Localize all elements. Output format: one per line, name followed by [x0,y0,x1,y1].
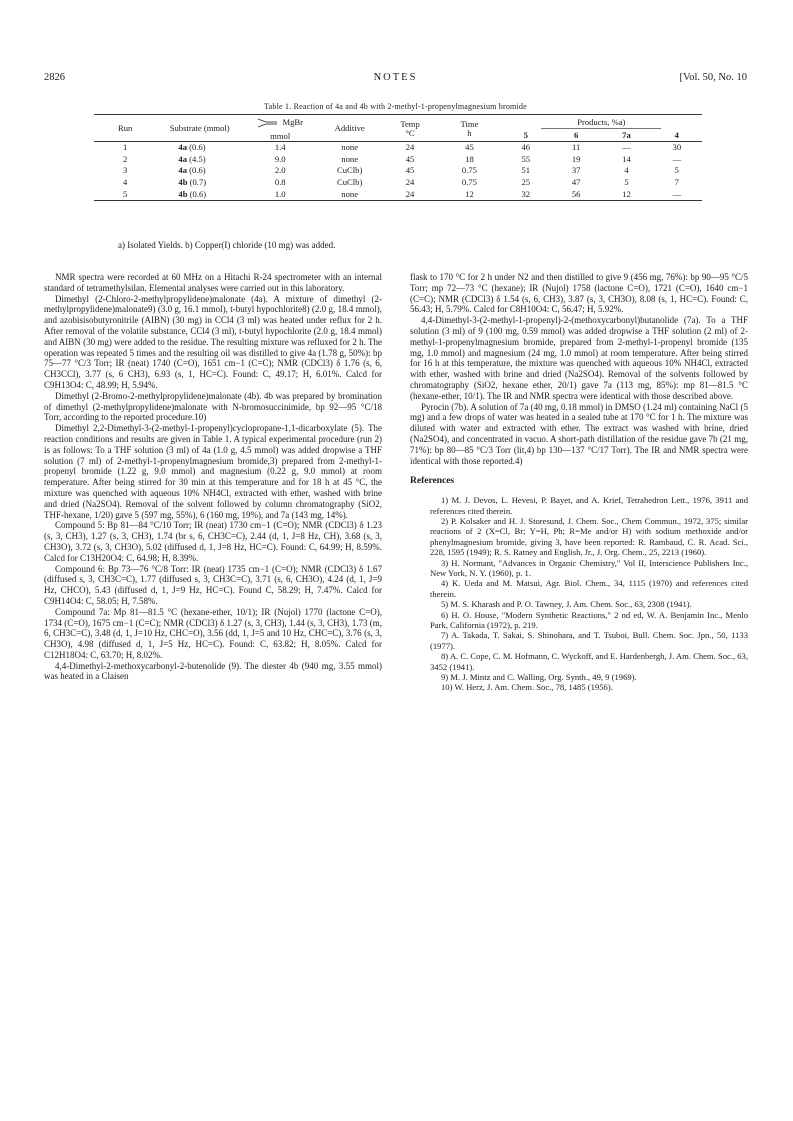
cell-p6: 37 [571,165,581,176]
cell-substrate: 4a (0.6) [178,142,206,153]
cell-p6: 19 [571,153,581,164]
results-table [94,114,702,201]
cell-run: 5 [123,188,128,199]
cell-p5: 55 [521,153,531,164]
cell-run: 2 [123,153,128,164]
right-paragraph: Pyrocin (7b). A solution of 7a (40 mg, 0.18 mmol) in DMSO (1.24 ml) containing NaCl (5 mg) and a few drops of water was heated in a sealed tube at 170 °C for 1 h. The mixture was diluted with water and extracted with ether. The extract was washed with brine, dried (Na2SO4), and concentrated in vacuo. A short-path distillation of the residue gave 7b (21 mg, 71%): bp 80—85 °C/3 Torr (lit,4) bp 130—137 °C/17 Torr). The IR and NMR spectra were identical with those reported.4) [410,401,748,466]
page-header [44,72,747,86]
reference-item: 7) A. Takada, T. Sakai, S. Shinohara, and T. Tsuboi, Bull. Chem. Soc. Jpn., 50, 1133 (1977). [430,630,748,651]
reagent-label: MgBr [282,117,303,128]
cell-run: 4 [123,176,128,187]
time-unit: h [467,128,472,139]
col-p7a: 7a [622,129,631,140]
section-title: NOTES [373,72,418,83]
cell-time: 0.75 [461,176,477,187]
col-p5: 5 [523,129,528,140]
table-row [94,177,702,189]
left-paragraph: Dimethyl 2,2-Dimethyl-3-(2-methyl-1-propenyl)cyclopropane-1,1-dicarboxylate (5). The reaction conditions and results are given in Table 1. A typical experimental procedure (run 2) is as follows: To a THF solution (3 ml) of 4a (1.0 g, 4.5 mmol) was added dropwise a THF solution (7 ml) of 2-methyl-1-propenylmagnesium bromide,3) prepared from 2-methyl-1-propenyl bromide (1.22 g, 9.0 mmol) and magnesium (0.22 g, 9.0 mmol) at room temperature. After being stirred for 30 min at this temperature and for 18 h at 45 °C, the mixture was quenched with aqueous 10% NH4Cl, extracted with ether, washed with brine and dried (Na2SO4). Removal of the solvent followed by column chromatography (SiO2, THF-hexane, 1/20) gave 5 (597 mg, 55%), 6 (160 mg, 19%), and 7a (143 mg, 14%). [44,423,382,520]
cell-time: 12 [465,188,474,199]
table-row [94,165,702,177]
cell-p4: 7 [674,176,679,187]
left-paragraph: Dimethyl (2-Chloro-2-methylpropylidene)malonate (4a). A mixture of dimethyl (2-methylpropylidene)malonate9) (3.0 g, 16.1 mmol), t-butyl hypochlorite8) (2.0 g, 18.4 mmol), and azobisisobutyronitrile (AIBN) (30 mg) in CCl4 (3 ml) was heated under reflux for 2 h. After removal of the volatile substance, CCl4 (3 ml), t-butyl hypochlorite (2.0 g, 18.4 mmol) and AIBN (30 mg) were added to the residue. The resulting mixture was refluxed for 2 h. The operation was repeated 5 times and the resulting oil was distilled to give 4a (1.78 g, 50%): bp 75—77 °C/3 Torr; IR (neat) 1740 (C=O), 1651 cm−1 (C=C); NMR (CDCl3) δ 1.76 (s, 6, CH3CCl), 3.77 (s, 6 CH3), 6.93 (s, 1, HC=C). Found: C, 49.17; H, 6.01%. Calcd for C9H13O4: C, 48.99; H, 5.94%. [44,293,382,390]
cell-temp: 24 [405,188,415,199]
reference-item: 5) M. S. Kharash and P. O. Tawney, J. Am. Chem. Soc., 63, 2308 (1941). [441,599,692,610]
cell-p6: 47 [571,176,581,187]
reagent-unit: mmol [270,130,291,141]
cell-p4: 5 [674,165,679,176]
right-paragraph: flask to 170 °C for 2 h under N2 and then distilled to give 9 (456 mg, 76%): bp 90—95 °C/5 Torr; mp 72—73 °C (hexane); IR (Nujol) 1758 (lactone C=O), 1721 (C=O), 1640 cm−1 (C=C); NMR (CDCl3) δ 1.54 (s, 6, CH3), 3.87 (s, 3, CH3O), 8.08 (s, 1, HC=C). Found: C, 56.43; H, 5.79%. Calcd for C8H10O4: C, 56.47; H, 5.92%. [410,272,748,315]
volume-label: [Vol. 50, No. 10 [679,72,747,83]
col-products [501,115,702,131]
cell-p5: 25 [521,176,531,187]
cell-p7a: 14 [622,153,631,164]
col-p6: 6 [573,129,579,140]
cell-temp: 24 [405,142,415,153]
cell-additive: none [341,153,359,164]
time-label: Time [460,118,479,129]
cell-additive: none [341,142,359,153]
col-p4: 4 [674,129,679,140]
cell-additive: none [341,188,359,199]
cell-time: 45 [465,142,474,153]
cell-additive: CuClb) [337,165,363,176]
cell-reagent: 0.8 [274,176,286,187]
table-row [94,189,702,201]
cell-reagent: 2.0 [274,165,286,176]
col-temp [382,115,438,142]
reference-item: 4) K. Ueda and M. Matsui, Agr. Biol. Chem., 34, 1115 (1970) and references cited therein. [430,578,748,599]
substrate-id: 4a [178,142,187,153]
cell-substrate: 4b (0.7) [178,176,207,187]
left-paragraph: NMR spectra were recorded at 60 MHz on a Hitachi R-24 spectrometer with an internal standard of tetramethylsilan. Elemental analyses were carried out in this laboratory. [44,272,382,293]
cell-run: 1 [123,142,128,153]
cell-substrate: 4a (4.5) [178,153,206,164]
cell-reagent: 1.0 [274,188,286,199]
temp-unit: °C [405,128,415,139]
cell-p4: — [672,153,682,164]
references-heading: References [410,476,455,487]
cell-time: 0.75 [461,165,477,176]
cell-temp: 24 [405,176,415,187]
col-substrate: Substrate (mmol) [169,123,230,134]
substrate-id: 4a [178,165,187,176]
cell-additive: CuClb) [337,176,363,187]
table-row [94,154,702,166]
cell-run: 3 [123,165,128,176]
substrate-id: 4b [178,176,188,187]
page-number: 2826 [44,72,65,83]
left-paragraph: Dimethyl (2-Bromo-2-methylpropylidene)malonate (4b). 4b was prepared by bromination of dimethyl (2-methylpropylidene)malonate with N-bromosuccinimide, bp 92—95 °C/18 Torr, according to the reported procedure.10) [44,390,382,423]
reference-item: 8) A. C. Cope, C. M. Hofmann, C. Wyckoff, and E. Hardenbergh, J. Am. Chem. Soc., 63, 3452 (1941). [430,651,748,672]
cell-substrate: 4a (0.6) [178,165,206,176]
reference-item: 6) H. O. House, "Modern Synthetic Reactions," 2 nd ed, W. A. Benjamin Inc., Menlo Park, California (1972), p. 219. [430,609,748,631]
left-column [44,272,382,682]
alkenyl-structure-icon [257,117,279,129]
reference-item: 10) W. Herz, J. Am. Chem. Soc., 78, 1485 (1956). [441,682,613,693]
cell-p7a: 5 [624,176,629,187]
col-reagent [243,115,317,142]
col-additive: Additive [334,123,365,134]
cell-reagent: 9.0 [274,153,286,164]
reference-item: 2) P. Kolsaker and H. J. Storesund, J. Chem. Soc., Chem Commun., 1972, 375; similar reactions of 2 (X=Cl, Br; Y=H, Ph; R=Me and/or H) with sodium methoxide and/or phenylmagnesium bromide, giving 3, have been reported: R. Rambaud, C. R. Acad. Sci., 228, 1595 (1949); R. S. Ratney and English, Jr., J. Org. Chem., 25, 2213 (1960). [430,515,748,558]
cell-p4: — [672,188,682,199]
cell-p5: 32 [521,188,531,199]
left-paragraph: Compound 7a: Mp 81—81.5 °C (hexane-ether, 10/1); IR (Nujol) 1770 (lactone C=O), 1734 (C=O), 1675 cm−1 (C=C); NMR (CDCl3) δ 1.27 (s, 3, CH3), 1.44 (s, 3, CH3), 1.73 (m, 6, CH3C=C), 3.48 (d, 1, J=10 Hz, CHC=O), 3.56 (dd, 1, J=5 and 10 Hz, CHC=C), 3.76 (s, 3, CH3O), 4.98 (diffused d, 1, J=5 Hz, HC=C). Found: C, 63.82; H, 8.05%. Calcd for C12H18O4: C, 63.70; H, 8.02%. [44,606,382,660]
cell-p7a: 4 [624,165,629,176]
cell-time: 18 [465,153,474,164]
col-run: Run [118,123,133,134]
table-footnote: a) Isolated Yields. b) Copper(I) chloride (10 mg) was added. [118,240,336,250]
cell-temp: 45 [405,165,415,176]
reference-item: 3) H. Normant, "Advances in Organic Chemistry," Vol II, Interscience Publishers Inc., New York, N. Y. (1960), p. 1. [430,557,748,578]
left-paragraph: Compound 5: Bp 81—84 °C/10 Torr; IR (neat) 1730 cm−1 (C=O); NMR (CDCl3) δ 1.23 (s, 3, CH3), 1.27 (s, 3, CH3), 1.74 (br s, 6, CH3C=C), 2.44 (d, 1, J=8 Hz, CH), 3.68 (s, 3, CH3O), 3.72 (s, 3, CH3O), 5.02 (diffused d, 1, J=8 Hz, HC=C). Found: C, 64.99; H, 8.59%. Calcd for C13H20O4: C, 64.98; H, 8.39%. [44,520,382,563]
cell-p4: 30 [672,142,682,153]
cell-reagent: 1.4 [274,142,286,153]
cell-substrate: 4b (0.6) [178,188,207,199]
substrate-id: 4a [178,153,187,164]
cell-p7a: 12 [622,188,631,199]
cell-p6: 56 [571,188,581,199]
cell-p5: 51 [521,165,531,176]
reference-item: 1) M. J. Devos, L. Hevesi, P. Bayet, and A. Krief, Tetrahedron Lett., 1976, 3911 and references cited therein. [430,495,748,516]
reference-item: 9) M. J. Mintz and C. Walling, Org. Synth., 49, 9 (1969). [441,672,637,683]
col-time [438,115,500,142]
cell-p7a: — [622,142,631,153]
substrate-id: 4b [178,188,188,199]
cell-p5: 46 [521,142,531,153]
table-row [94,142,702,154]
right-paragraph: 4,4-Dimethyl-3-(2-methyl-1-propenyl)-2-(methoxycarbonyl)butanolide (7a). To a THF solution (3 ml) of 9 (100 mg, 0.59 mmol) was added dropwise a THF solution (2 ml) of 2-methyl-1-propenylmagnesium bromide, prepared from 2-methyl-1-propenyl bromide (135 mg, 1.0 mmol) and magnesium (24 mg, 1.0 mmol) at room temperature. After being stirred for 16 h at this temperature, the mixture was quenched with aqueous 10% NH4Cl, extracted with ether, washed with brine and dried (Na2SO4). Removal of the solvents followed by chromatography (SiO2, hexane ether, 20/1) gave 7a (113 mg, 85%): mp 81—81.5 °C (hexane-ether, 10/1). The IR and NMR spectra were identical with those described above. [410,315,748,401]
products-label: Products, %a) [541,118,661,130]
left-paragraph: Compound 6: Bp 73—76 °C/8 Torr: IR (neat) 1735 cm−1 (C=O); NMR (CDCl3) δ 1.67 (diffused s, 3, CH3C=C), 1.77 (diffused s, 3, CH3C=C), 3.71 (s, 6, CH3O), 4.24 (d, 1, J=9 Hz, CHCO), 5.43 (diffused d, 1, J=9 Hz, HC=C). Found C, 58.29; H, 7.47%. Calcd for C9H14O4: C, 58.05; H, 7.58%. [44,563,382,606]
temp-label: Temp [400,118,420,129]
cell-temp: 45 [405,153,415,164]
left-paragraph: 4,4-Dimethyl-2-methoxycarbonyl-2-butenolide (9). The diester 4b (940 mg, 3.55 mmol) was heated in a Claisen [44,660,382,682]
table-caption: Table 1. Reaction of 4a and 4b with 2-methyl-1-propenylmagnesium bromide [264,102,527,111]
right-column [410,272,748,693]
cell-p6: 11 [571,142,581,153]
